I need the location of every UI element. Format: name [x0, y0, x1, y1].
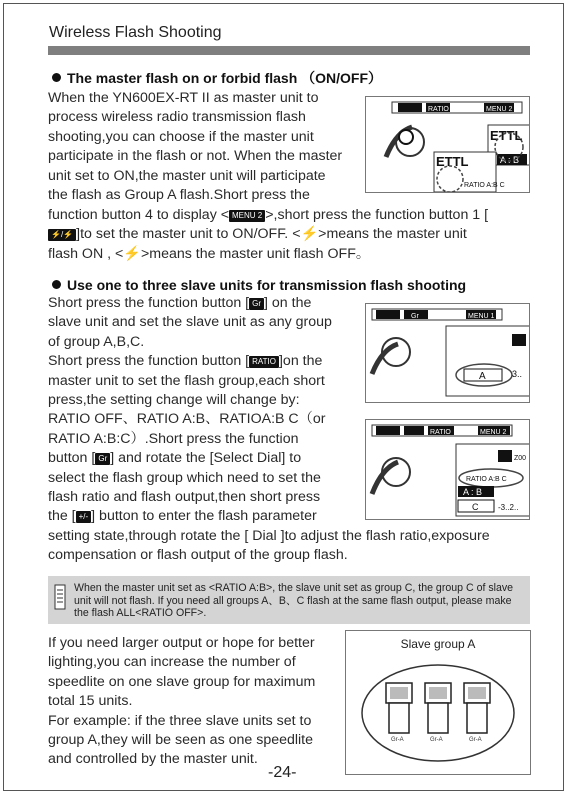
ab-label: A : B — [500, 155, 520, 165]
ratio-key-label: RATIO — [430, 429, 451, 436]
note-box — [48, 576, 530, 624]
value-label: -3..2.. — [498, 503, 519, 512]
text-line: and controlled by the master unit. — [48, 751, 258, 768]
ratio-abc-label: RATIO A:B C — [466, 476, 507, 483]
slave-unit-drawing — [366, 304, 530, 403]
ab-label: A : B — [463, 487, 483, 497]
menu2-key-label: MENU 2 — [486, 106, 513, 113]
ratio-key: RATIO — [249, 356, 279, 368]
text-span: >means the master unit — [318, 226, 467, 243]
slave-unit-illustration — [365, 303, 530, 403]
section1-paragraph-full — [48, 206, 530, 264]
page-number: -24- — [268, 764, 297, 781]
section2-heading-text: Use one to three slave units for transmission flash shooting — [67, 277, 467, 293]
text-span: ] button to enter the flash parameter — [91, 508, 317, 525]
text-span: the [ — [48, 508, 76, 525]
bullet-icon — [52, 280, 61, 289]
text-line — [48, 507, 354, 526]
speedlite-icon — [386, 683, 412, 743]
ettl-label-2: ETTL — [436, 154, 469, 169]
unit-label: Gr-A — [430, 737, 443, 743]
menu1-key-label: MENU 1 — [468, 313, 495, 320]
text-line: RATIO A:B:C）.Short press the function — [48, 430, 299, 447]
text-line: speedlite on one slave group for maximum — [48, 673, 316, 690]
menu2-key-label: MENU 2 — [480, 429, 507, 436]
text-span: function button 4 to display < — [48, 207, 230, 223]
text-line — [48, 352, 354, 371]
section2-paragraph — [48, 294, 354, 527]
speedlite-icon — [425, 683, 451, 743]
section1-paragraph — [48, 89, 354, 205]
text-span: ] and rotate the [Select Dial] to — [110, 450, 302, 467]
master-unit-illustration-2 — [365, 419, 530, 520]
text-line: slave unit and set the slave unit as any group — [48, 314, 332, 331]
ratio-abc-label: RATIO A:B C — [464, 182, 505, 189]
text-line: RATIO OFF、RATIO A:B、RATIOA:B C（or — [48, 411, 326, 428]
title-bar — [48, 46, 530, 55]
master-unit-illustration-1 — [365, 96, 530, 193]
text-line — [48, 245, 530, 264]
flash-off-icon: ⚡ — [123, 245, 141, 262]
menu2-key: MENU 2 — [229, 210, 265, 222]
gr-key: Gr — [249, 298, 264, 310]
text-line: For example: if the three slave units set to — [48, 712, 312, 729]
c-label: C — [472, 502, 479, 512]
bullet-icon — [52, 73, 61, 82]
section1-heading-text: The master flash on or forbid flash （ON/OFF） — [67, 70, 383, 86]
master-unit-drawing — [366, 97, 530, 193]
section2-paragraph-full — [48, 527, 530, 566]
page-title: Wireless Flash Shooting — [49, 24, 222, 41]
text-line: master unit to set the flash group,each short — [48, 372, 325, 389]
text-line: If you need larger output or hope for better — [48, 635, 315, 651]
text-span: ] on the — [264, 295, 312, 311]
master-unit-drawing-2 — [366, 420, 530, 520]
section3-paragraph — [48, 634, 335, 770]
text-line: shooting,you can choose if the master unit — [48, 128, 314, 145]
note-text: When the master unit set as <RATIO A:B>, the slave unit set as group C, the group C of slave unit will not flash. If you need all groups A、B、C flash at the same flash output, please make the flash ALL<RATIO OFF>. — [74, 582, 514, 620]
text-span: Short press the function button [ — [48, 295, 250, 311]
text-line: flash ratio and flash output,then short press — [48, 489, 321, 506]
text-line: select the flash group which need to set the — [48, 469, 321, 486]
section1-heading — [52, 68, 382, 88]
text-line: lighting,you can increase the number of — [48, 654, 296, 671]
text-line: press,the setting change will change by: — [48, 392, 300, 409]
speedlite-icon — [464, 683, 490, 743]
group-a-label: A — [479, 371, 486, 382]
text-line: total 15 units. — [48, 693, 133, 710]
ettl-label: ETTL — [490, 128, 523, 143]
text-span: ]on the — [278, 353, 323, 370]
text-line: setting state,through rotate the [ Dial ]to adjust the flash ratio,exposure — [48, 528, 490, 544]
unit-label: Gr-A — [469, 737, 482, 743]
text-line — [48, 225, 530, 244]
text-line: unit set to ON,the master unit will participate — [48, 167, 326, 184]
text-line: of group A,B,C. — [48, 333, 145, 350]
slave-units-drawing — [346, 655, 530, 775]
gr-key: Gr — [95, 453, 110, 465]
section2-heading — [52, 277, 466, 293]
text-span: >,short press the function button 1 [ — [265, 207, 489, 223]
gr-key-label: Gr — [411, 313, 419, 320]
ratio-key-label: RATIO — [428, 106, 449, 113]
text-span: Short press the function button [ — [48, 353, 250, 370]
text-span: flash ON , < — [48, 245, 124, 262]
text-span: button [ — [48, 450, 96, 467]
flash-on-icon: ⚡ — [300, 226, 319, 243]
text-line: When the YN600EX-RT II as master unit to — [48, 90, 319, 106]
text-line: the flash as Group A flash.Short press the — [48, 187, 310, 204]
zoom-label: Z00 — [514, 455, 527, 462]
text-span: ]to set the master unit to ON/OFF. < — [76, 226, 301, 243]
note-icon — [54, 584, 66, 610]
text-line: process wireless radio transmission flash — [48, 109, 306, 126]
text-line — [48, 294, 354, 313]
slave-group-label: Slave group A — [400, 637, 476, 651]
text-line — [48, 206, 530, 225]
unit-label: Gr-A — [391, 737, 404, 743]
value-label: 3.. — [512, 369, 523, 379]
text-line: participate in the flash or not. When the master — [48, 148, 343, 165]
text-line — [48, 449, 354, 468]
flash-onoff-key-icon: ⚡/⚡ — [48, 229, 76, 241]
slave-group-illustration — [345, 630, 531, 775]
plusminus-key: +/- — [76, 511, 92, 523]
text-line: compensation or flash output of the group flash. — [48, 547, 348, 564]
text-span: >means the master unit flash OFF。 — [140, 245, 371, 262]
text-line: group A,they will be seen as one speedlite — [48, 732, 314, 749]
